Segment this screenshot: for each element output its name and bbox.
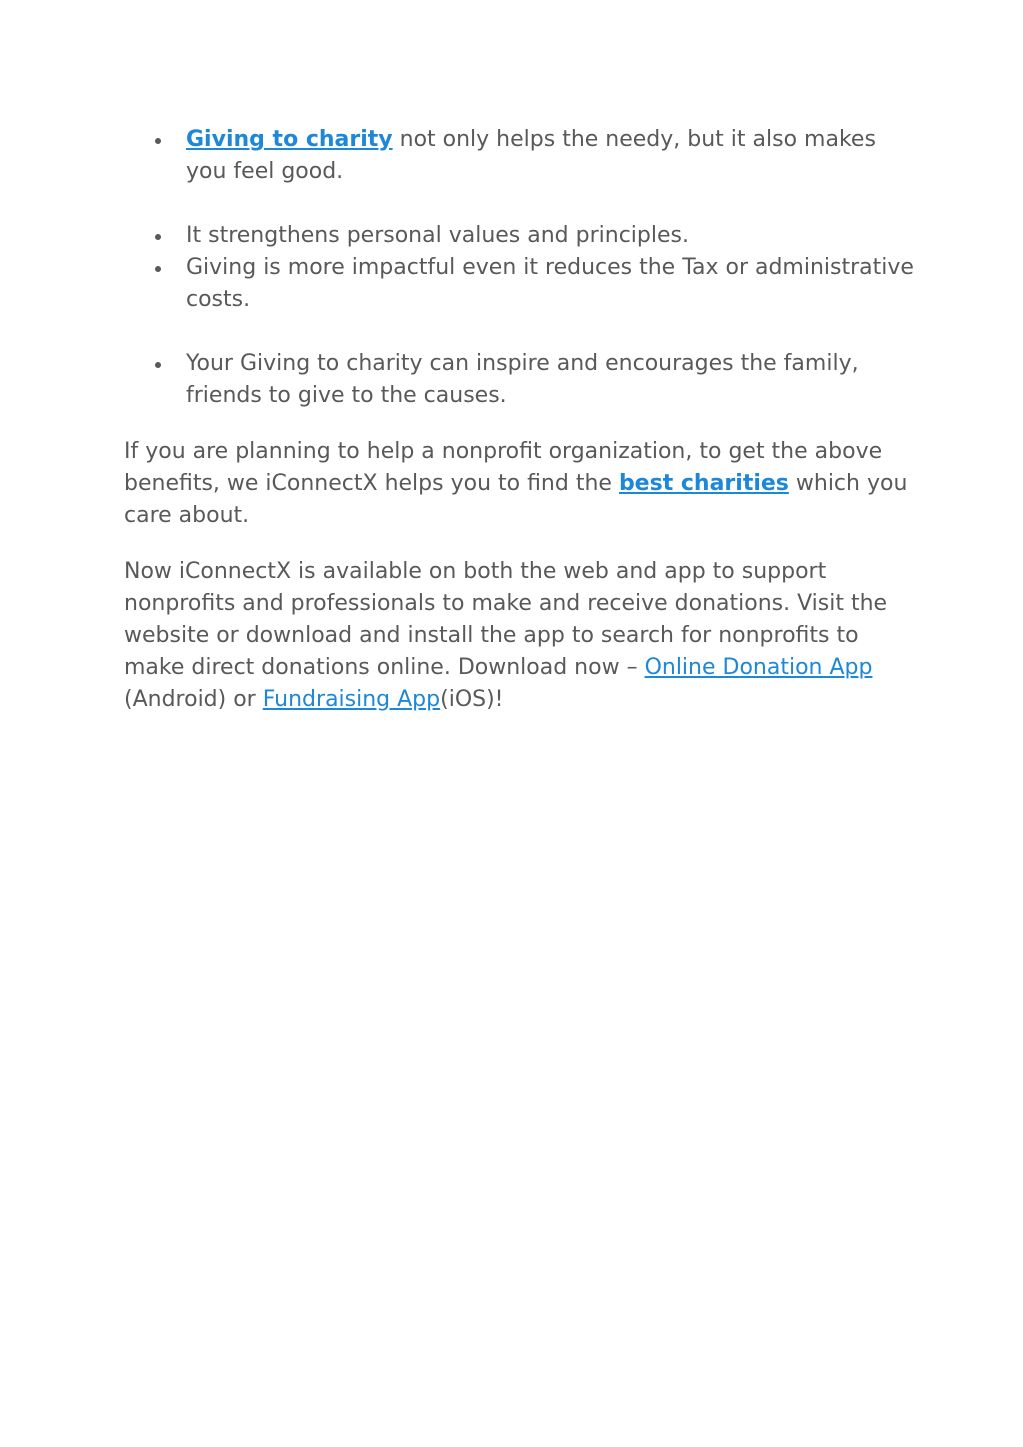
benefits-list bbox=[124, 124, 914, 412]
giving-to-charity-link[interactable]: Giving to charity bbox=[186, 127, 393, 152]
list-item bbox=[124, 220, 914, 252]
planning-paragraph bbox=[124, 436, 914, 532]
paragraph-text: (Android) or bbox=[124, 687, 263, 712]
paragraph-text: (iOS)! bbox=[440, 687, 504, 712]
paragraph-text: which you care about. bbox=[124, 471, 908, 528]
bullet-icon bbox=[155, 234, 161, 240]
best-charities-link[interactable]: best charities bbox=[618, 471, 789, 496]
list-item-text: Giving is more impactful even it reduces the Tax or administrative costs. bbox=[186, 255, 914, 312]
bullet-icon bbox=[155, 138, 161, 144]
availability-paragraph bbox=[124, 556, 914, 716]
bullet-icon bbox=[155, 266, 161, 272]
list-item bbox=[124, 124, 914, 188]
document-page bbox=[124, 124, 914, 716]
paragraph-text: If you are planning to help a nonprofit organization, to get the above benefits, we iConnectX helps you to find the bbox=[124, 439, 883, 496]
list-item bbox=[124, 252, 914, 316]
bullet-icon bbox=[155, 362, 161, 368]
online-donation-app-link[interactable]: Online Donation App bbox=[644, 655, 873, 680]
fundraising-app-link[interactable]: Fundraising App bbox=[262, 687, 441, 712]
paragraph-text: Now iConnectX is available on both the web and app to support nonprofits and professionals to make and receive donations. Visit the website or download and install the app to search for nonprofits to make direct donations online. Download now – bbox=[124, 559, 888, 680]
list-item-text: Your Giving to charity can inspire and encourages the family, friends to give to the causes. bbox=[186, 351, 859, 408]
list-item-text: It strengthens personal values and principles. bbox=[186, 223, 689, 248]
list-item bbox=[124, 348, 914, 412]
list-item-text: not only helps the needy, but it also makes you feel good. bbox=[186, 127, 876, 184]
